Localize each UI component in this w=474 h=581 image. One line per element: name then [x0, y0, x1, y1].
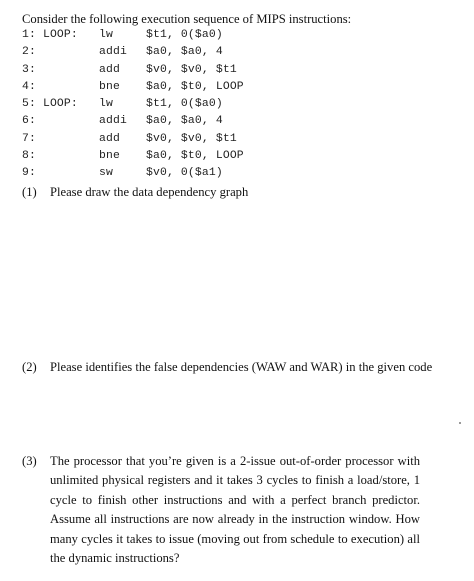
- question-number: (3): [22, 454, 37, 468]
- mips-code-listing: [22, 29, 462, 185]
- code-line-1: [22, 29, 462, 46]
- operands: $a0, $a0, 4: [146, 46, 223, 59]
- opcode: lw: [99, 29, 113, 41]
- code-line-2: [22, 46, 462, 63]
- scan-speck: [459, 422, 461, 424]
- line-number-label: 7:: [22, 132, 36, 145]
- opcode: addi: [99, 46, 127, 59]
- question-number: (1): [22, 185, 37, 199]
- code-line-8: [22, 150, 462, 167]
- operands: $a0, $a0, 4: [146, 115, 223, 128]
- line-number-label: 6:: [22, 115, 36, 128]
- question-text: The processor that you’re given is a 2-issue out-of-order processor with unlimited physical registers and it takes 3 cycles to finish a load/store, 1 cycle to finish other instructions and with a perfect branch predictor. Assume all instructions are now already in the instruction window. How many cycles it takes to issue (moving out from schedule to execution) all the dynamic instructions?: [50, 454, 420, 566]
- code-line-3: [22, 64, 462, 81]
- opcode: sw: [99, 167, 113, 180]
- operands: $t1, 0($a0): [146, 29, 223, 41]
- opcode: add: [99, 132, 120, 145]
- problem-heading: Consider the following execution sequence of MIPS instructions:: [22, 12, 352, 26]
- line-number-label: 8:: [22, 150, 36, 163]
- code-line-4: [22, 81, 462, 98]
- opcode: addi: [99, 115, 127, 128]
- line-number-label: 9:: [22, 167, 36, 180]
- line-number-label: 3:: [22, 63, 36, 76]
- opcode: bne: [99, 150, 120, 163]
- code-line-5: [22, 98, 462, 115]
- question-text: Please draw the data dependency graph: [50, 185, 249, 199]
- operands: $v0, $v0, $t1: [146, 132, 237, 145]
- line-number-label: 2:: [22, 46, 36, 59]
- operands: $t1, 0($a0): [146, 98, 223, 111]
- question-text: Please identifies the false dependencies (WAW and WAR) in the given code: [50, 360, 433, 374]
- question-number: (2): [22, 360, 37, 374]
- opcode: add: [99, 63, 120, 76]
- line-number-label: 4:: [22, 80, 36, 93]
- operands: $a0, $t0, LOOP: [146, 80, 244, 93]
- operands: $v0, $v0, $t1: [146, 63, 237, 76]
- line-number-label: 1: LOOP:: [22, 29, 78, 41]
- line-number-label: 5: LOOP:: [22, 98, 78, 111]
- code-line-7: [22, 133, 462, 150]
- opcode: lw: [99, 98, 113, 111]
- code-line-6: [22, 115, 462, 132]
- operands: $v0, 0($a1): [146, 167, 223, 180]
- opcode: bne: [99, 80, 120, 93]
- operands: $a0, $t0, LOOP: [146, 150, 244, 163]
